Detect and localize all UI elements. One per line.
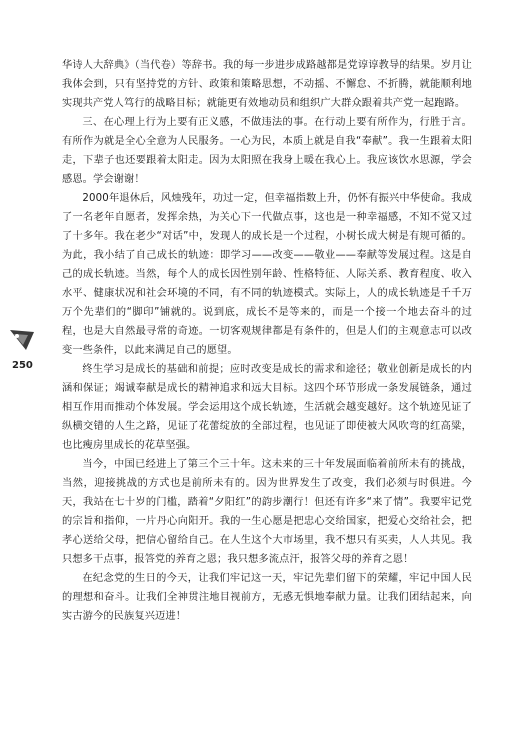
body-text (62, 56, 472, 626)
paragraph: 在纪念党的生日的今天，让我们牢记这一天，牢记先辈们留下的荣耀，牢记中国人民的理想和奋斗。让我们全神贯注地目视前方，无惑无惧地奉献力量。让我们团结起来，向实古游今的民族复兴迈进！ (62, 573, 472, 622)
paragraph: 终生学习是成长的基础和前提；应时改变是成长的需求和途径；敬业创新是成长的内涵和保证；竭诚奉献是成长的精神追求和远大目标。这四个环节形成一条发展链条，通过相互作用而推动个体发展。学会运用这个成长轨迹，生活就会越变越好。这个轨迹见证了纵横交错的人生之路，见证了花蕾绽放的全部过程，也见证了即使被大风吹弯的红高粱，也比瘦房里成长的花草坚强。 (62, 364, 472, 451)
page-number: 250 (12, 360, 33, 371)
page-corner-ornament-icon (8, 328, 38, 354)
paragraph: 三、在心理上行为上要有正义感，不做违法的事。在行动上要有所作为，行胜于言。有所作为就是全心全意为人民服务。一心为民，本质上就是自我“奉献”。我一生跟着太阳走，下辈子也还要跟着太阳走。因为太阳照在我身上暖在我心上。我应该饮水思源，学会感恩。学会谢谢！ (62, 117, 472, 185)
paragraph: 2000年退休后，风烛残年，功过一定，但幸福指数上升，仍怀有振兴中华使命。我成了一名老年自愿者，发挥余热，为关心下一代做点事，这也是一种幸福感，不知不觉又过了十多年。我在老少“对话”中，发现人的成长是一个过程，小树长成大树是有规可循的。为此，我小结了自己成长的轨迹：即学习——改变——敬业——奉献等发展过程。这是自己的成长轨迹。当然，每个人的成长因性别年龄、性格特征、人际关系、教育程度、收入水平、健康状况和社会环境的不同，有不同的轨迹模式。实际上，人的成长轨迹是千千万万个先辈们的“脚印”铺就的。说到底，成长不是等来的，而是一个接一个地去奋斗的过程，也是大自然最寻常的奇迹。一切客观规律都是有条件的，但是人们的主观意志可以改变一些条件，以此来满足自己的愿望。 (62, 193, 472, 356)
paragraph: 当今，中国已经进上了第三个三十年。这未来的三十年发展面临着前所未有的挑战，当然，迎接挑战的方式也是前所未有的。因为世界发生了改变，我们必须与时俱进。今天，我站在七十岁的门槛，踏着“夕阳红”的韵步潮行！但还有许多“来了情”。我要牢记党的宗旨和指仰，一片丹心向阳开。我的一生心愿是把忠心交给国家，把爱心交给社会，把孝心送给父母，把信心留给自己。在人生这个大市场里，我不想只有买卖，人人共见。我只想多干点事，报答党的养育之恩；我只想多流点汗，报答父母的养育之恩！ (62, 459, 472, 565)
paragraph: 华诗人大辞典》（当代卷）等辞书。我的每一步进步成路越都是党谆谆教导的结果。岁月让我体会到，只有坚持党的方针、政策和策略思想，不动摇、不懈怠、不折腾，就能顺利地实现共产党人笃行的战略目标；就能更有效地动员和组织广大群众跟着共产党一起跑路。 (62, 60, 472, 109)
